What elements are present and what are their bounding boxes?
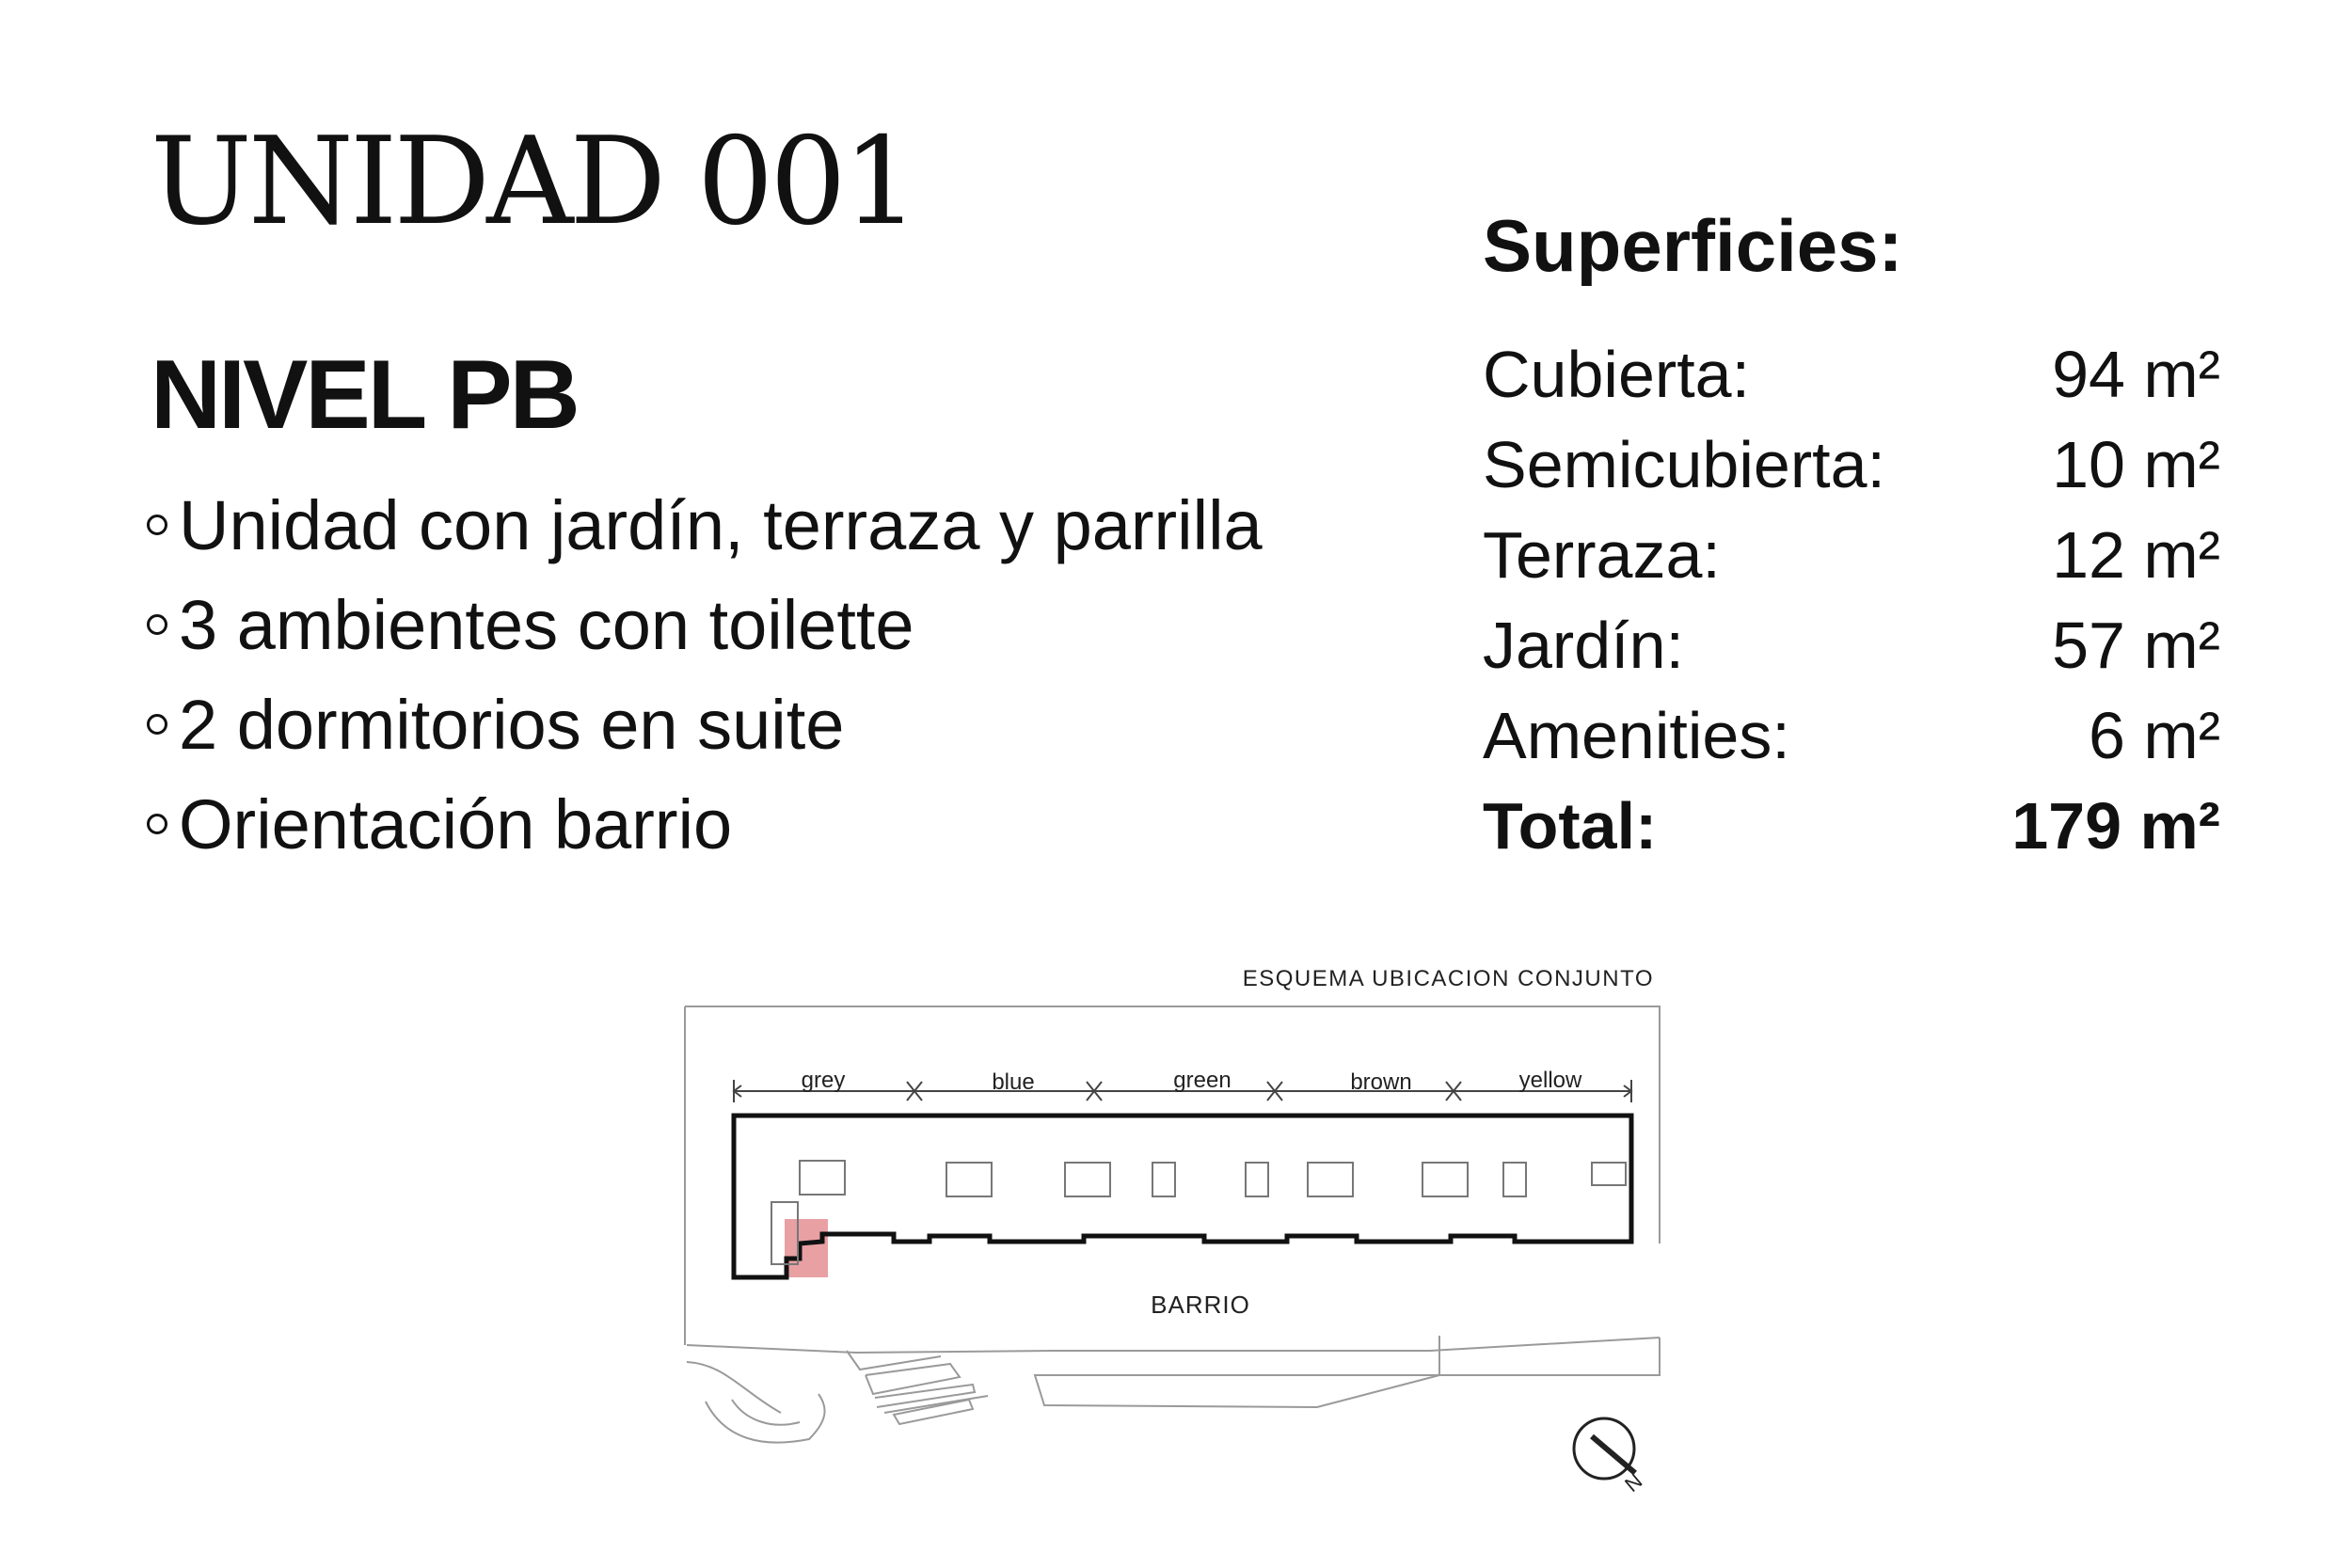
area-total-label: Total: <box>1483 789 1658 863</box>
area-label: Amenities: <box>1483 699 1790 772</box>
bullet-icon <box>147 515 167 535</box>
area-value: 10 m² <box>2052 428 2220 501</box>
area-row <box>1483 690 2220 781</box>
section-label-yellow: yellow <box>1518 1068 1582 1093</box>
area-value: 57 m² <box>2052 609 2220 682</box>
area-row <box>1483 420 2220 510</box>
bullet-icon <box>147 614 167 635</box>
feature-text: 3 ambientes con toilette <box>179 585 914 664</box>
areas-heading: Superficies: <box>1483 204 1903 287</box>
feature-item <box>147 575 1263 674</box>
section-label-green: green <box>1173 1068 1232 1093</box>
site-plan <box>659 950 1740 1514</box>
area-value: 12 m² <box>2052 518 2220 592</box>
feature-list <box>147 475 1263 874</box>
area-total-value: 179 m² <box>2011 789 2220 863</box>
building-interior <box>771 1161 1626 1264</box>
area-label: Terraza: <box>1483 518 1721 592</box>
feature-text: Orientación barrio <box>179 784 733 863</box>
area-total-row <box>1483 781 2220 871</box>
area-row <box>1483 329 2220 420</box>
north-label: N <box>1620 1468 1647 1497</box>
area-value: 94 m² <box>2052 338 2220 411</box>
areas-table <box>1483 204 2220 871</box>
feature-text: Unidad con jardín, terraza y parrilla <box>179 485 1263 564</box>
unit-title: UNIDAD 001 <box>151 112 916 252</box>
area-label: Cubierta: <box>1483 338 1751 411</box>
area-value: 6 m² <box>2089 699 2220 772</box>
feature-item <box>147 475 1263 575</box>
section-label-blue: blue <box>992 1069 1035 1095</box>
bullet-icon <box>147 814 167 834</box>
feature-item <box>147 774 1263 874</box>
area-label: Semicubierta: <box>1483 428 1885 501</box>
north-arrow-icon <box>1574 1418 1646 1497</box>
unit-location-highlight <box>785 1219 828 1277</box>
area-row <box>1483 510 2220 600</box>
feature-text: 2 dormitorios en suite <box>179 685 845 764</box>
bullet-icon <box>147 714 167 735</box>
area-row <box>1483 600 2220 690</box>
street-label: BARRIO <box>1151 1291 1250 1319</box>
building-outline <box>734 1116 1631 1277</box>
section-label-brown: brown <box>1350 1069 1412 1095</box>
section-label-grey: grey <box>801 1068 846 1093</box>
feature-item <box>147 674 1263 774</box>
area-label: Jardín: <box>1483 609 1684 682</box>
site-plan-caption: ESQUEMA UBICACION CONJUNTO <box>1242 966 1654 991</box>
level-heading: NIVEL PB <box>151 341 578 450</box>
